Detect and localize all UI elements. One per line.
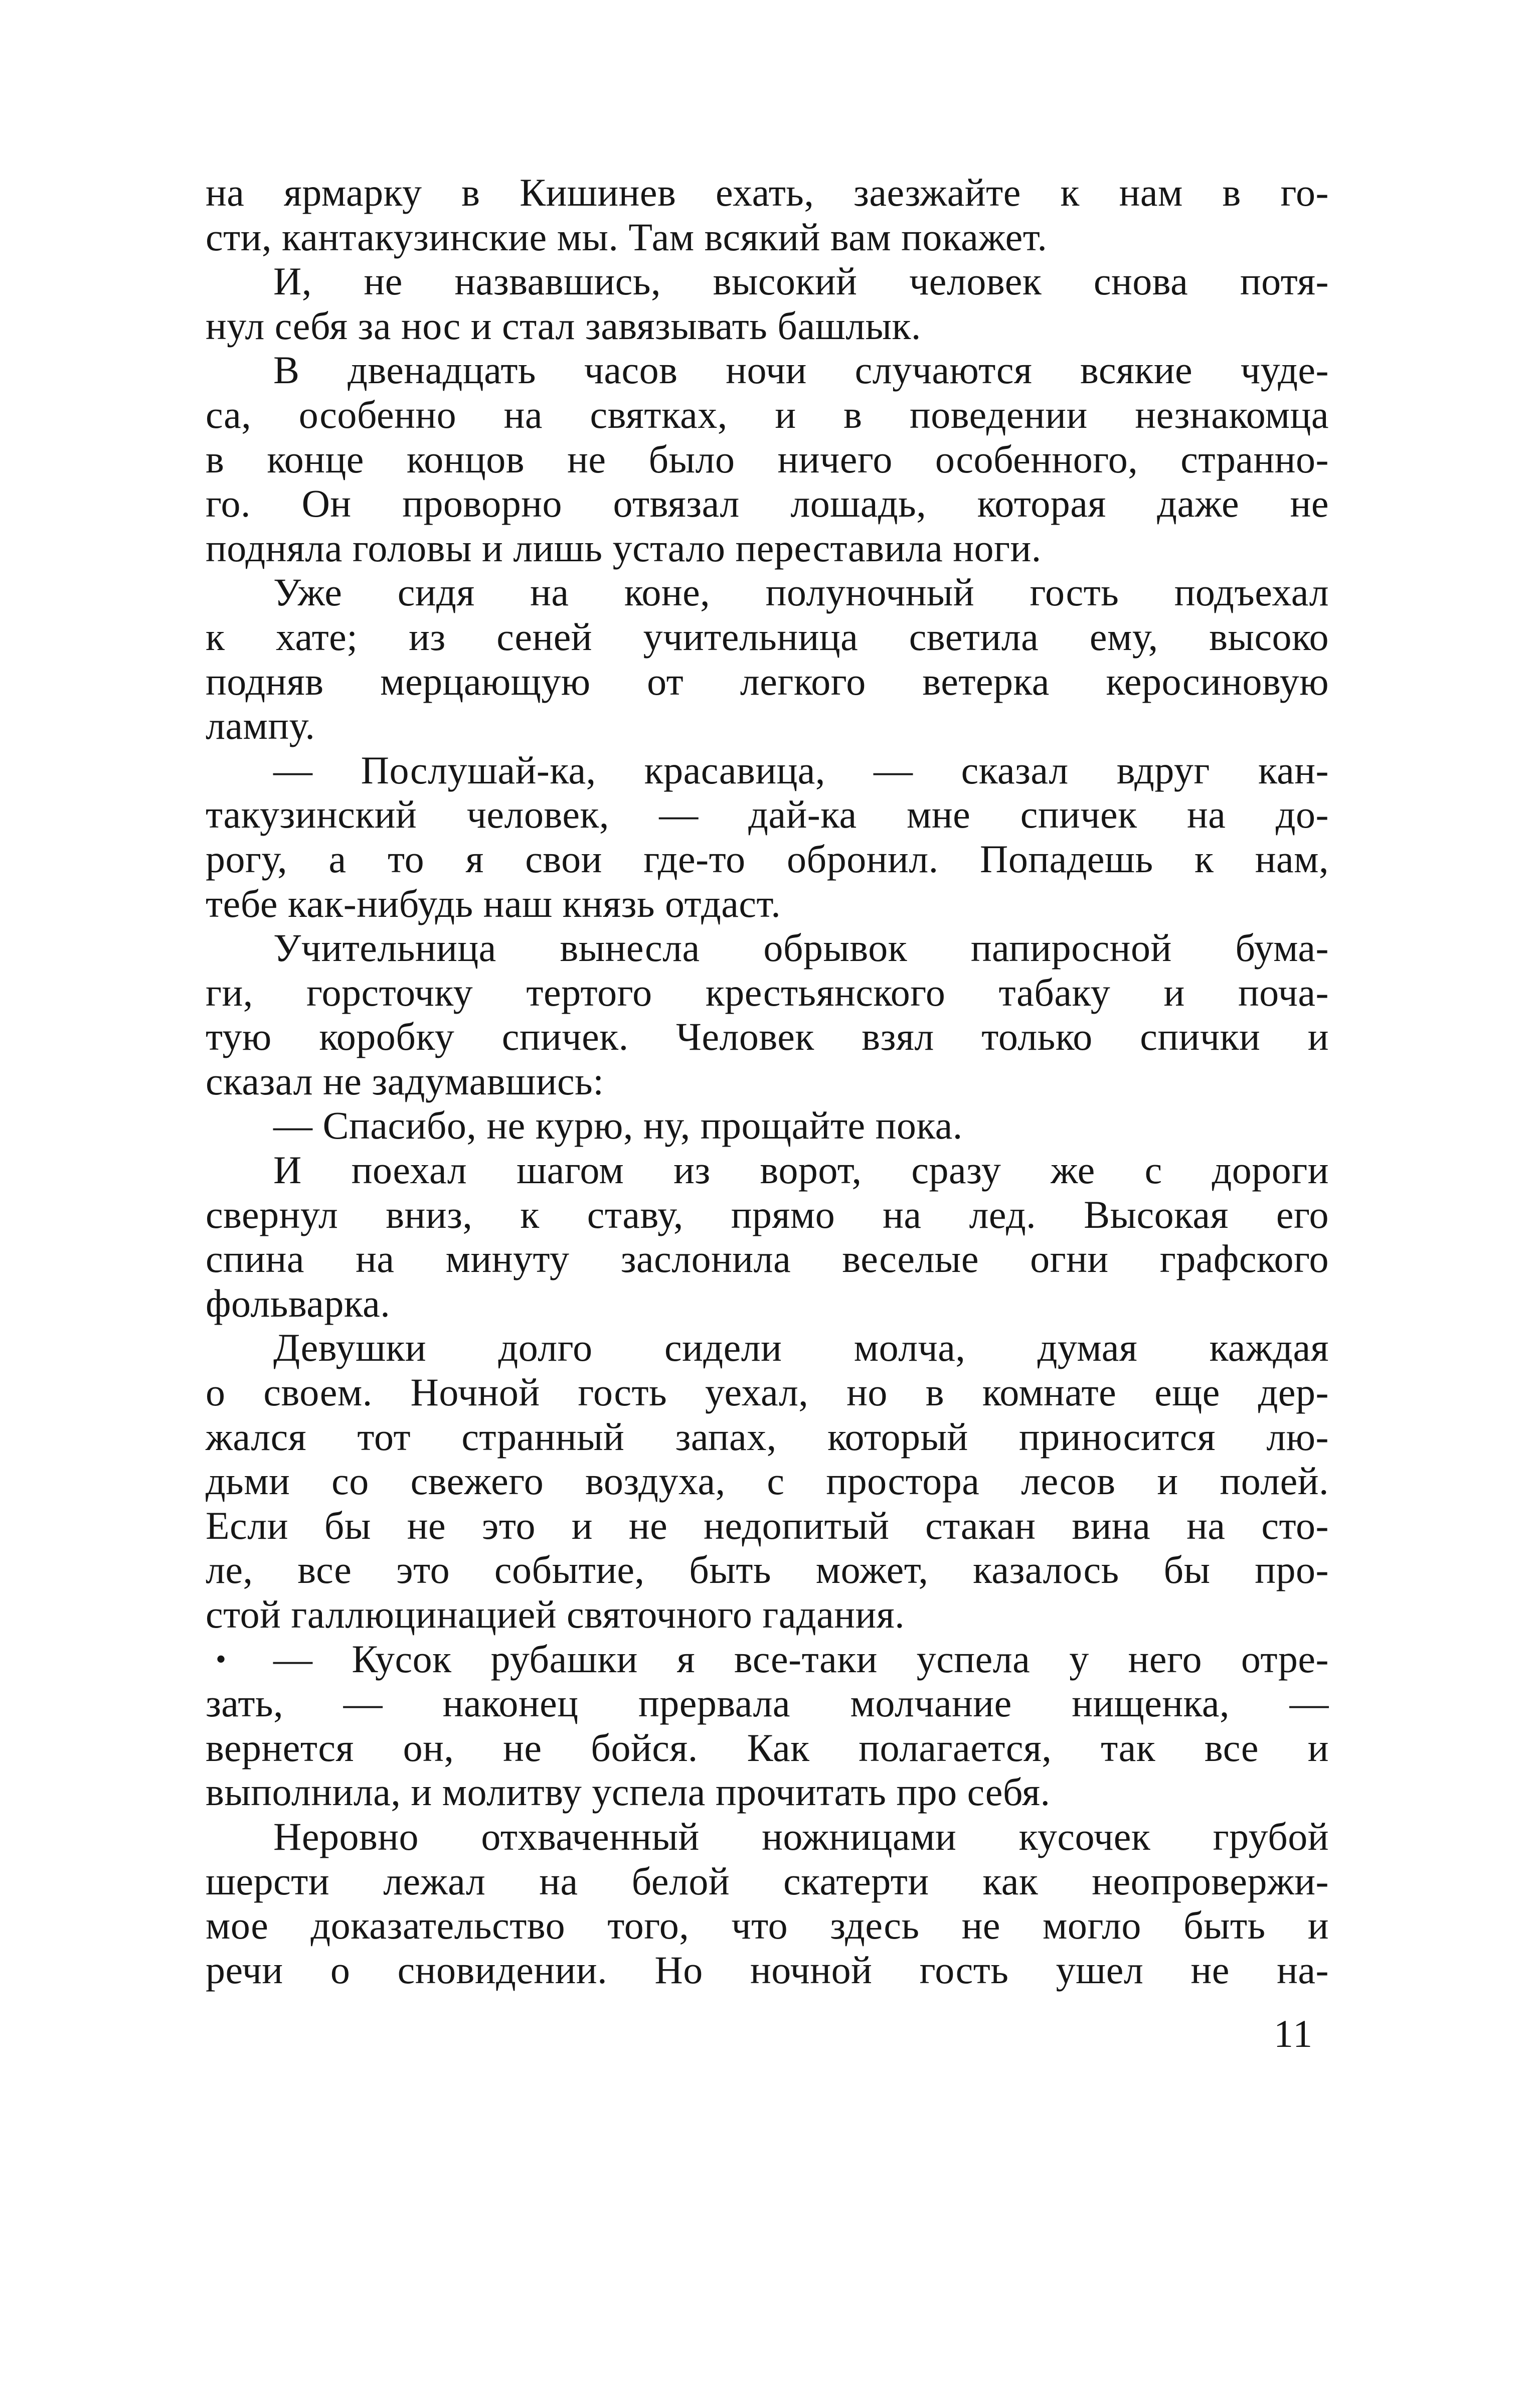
text-line [206, 837, 1329, 882]
text-line [206, 1237, 1329, 1281]
text-line [206, 1681, 1329, 1726]
text-line [206, 1504, 1329, 1548]
line-text: тебе как-нибудь наш князь отдаст. [206, 881, 781, 925]
line-text: — Кусок рубашки я все-таки успела у него отре- [273, 1637, 1329, 1681]
line-text: в конце концов не было ничего особенного, странно- [206, 437, 1329, 481]
text-line [206, 748, 1329, 793]
text-line [206, 1592, 1329, 1637]
line-text: Если бы не это и не недопитый стакан вина на сто- [206, 1503, 1329, 1547]
text-line [206, 304, 1329, 349]
line-text: спина на минуту заслонила веселые огни графского [206, 1237, 1329, 1281]
text-line [206, 1015, 1329, 1059]
line-text: ги, горсточку тертого крестьянского табаку и поча- [206, 970, 1329, 1014]
line-text: тую коробку спичек. Человек взял только спички и [206, 1015, 1329, 1059]
line-text: фольварка. [206, 1281, 391, 1325]
text-line [206, 1415, 1329, 1460]
line-text: В двенадцать часов ночи случаются всякие чуде- [273, 348, 1329, 392]
line-text: сти, кантакузинские мы. Там всякий вам покажет. [206, 215, 1048, 259]
line-text: стой галлюцинацией святочного гадания. [206, 1592, 905, 1636]
text-line [206, 615, 1329, 660]
text-line [206, 348, 1329, 393]
line-text: речи о сновидении. Но ночной гость ушел не на- [206, 1948, 1329, 1992]
text-line [206, 792, 1329, 837]
line-text: жался тот странный запах, который приносится лю- [206, 1414, 1329, 1459]
text-line [206, 1103, 1329, 1148]
line-text: рогу, а то я свои где-то обронил. Попадешь к нам, [206, 837, 1329, 881]
line-text: сказал не задумавшись: [206, 1059, 604, 1103]
line-text: мое доказательство того, что здесь не могло быть и [206, 1903, 1329, 1948]
text-line [206, 1815, 1329, 1859]
text-line [206, 1281, 1329, 1326]
text-line [206, 1859, 1329, 1904]
line-text: зать, — наконец прервала молчание нищенка, — [206, 1681, 1329, 1725]
line-text: вернется он, не бойся. Как полагается, так все и [206, 1725, 1329, 1770]
text-line [206, 393, 1329, 437]
text-line [206, 215, 1329, 260]
line-text: шерсти лежал на белой скатерти как неопровержи- [206, 1859, 1329, 1903]
text-line [206, 971, 1329, 1015]
text-line [206, 660, 1329, 704]
text-line [206, 926, 1329, 971]
line-text: выполнила, и молитву успела прочитать про себя. [206, 1770, 1051, 1814]
text-line [206, 1459, 1329, 1504]
page-number: 11 [1274, 2012, 1314, 2055]
text-line [206, 1326, 1329, 1370]
text-line [206, 1770, 1329, 1815]
text-line [206, 1059, 1329, 1104]
text-line [206, 570, 1329, 615]
line-text: лампу. [206, 704, 315, 748]
line-text: ле, все это событие, быть может, казалось бы про- [206, 1548, 1329, 1592]
line-text: подняла головы и лишь устало переставила ноги. [206, 526, 1042, 570]
text-line [206, 171, 1329, 215]
line-text: го. Он проворно отвязал лошадь, которая даже не [206, 481, 1329, 526]
text-line [206, 882, 1329, 926]
text-line [206, 526, 1329, 571]
line-text: о своем. Ночной гость уехал, но в комнате еще дер- [206, 1370, 1329, 1414]
line-text: Девушки долго сидели молча, думая каждая [273, 1326, 1329, 1370]
line-text: Учительница вынесла обрывок папиросной бума- [273, 926, 1329, 970]
text-line [206, 1637, 1329, 1682]
text-line [206, 437, 1329, 482]
body-text [206, 171, 1329, 1992]
text-line [206, 704, 1329, 748]
line-text: И поехал шагом из ворот, сразу же с дороги [273, 1148, 1329, 1192]
line-text: са, особенно на святках, и в поведении незнакомца [206, 392, 1329, 436]
line-text: — Послушай-ка, красавица, — сказал вдруг кан- [273, 748, 1329, 792]
text-line [206, 1903, 1329, 1948]
line-text: нул себя за нос и стал завязывать башлык. [206, 303, 921, 348]
line-text: такузинский человек, — дай-ка мне спичек на до- [206, 792, 1329, 837]
text-line [206, 259, 1329, 304]
text-line [206, 1726, 1329, 1771]
line-text: Неровно отхваченный ножницами кусочек грубой [273, 1814, 1329, 1858]
line-text: дьми со свежего воздуха, с простора лесов и полей. [206, 1459, 1329, 1503]
text-line [206, 481, 1329, 526]
line-text: подняв мерцающую от легкого ветерка керосиновую [206, 659, 1329, 703]
text-line [206, 1948, 1329, 1993]
line-text: к хате; из сеней учительница светила ему, высоко [206, 614, 1329, 659]
text-line [206, 1548, 1329, 1592]
text-line [206, 1193, 1329, 1237]
line-text: И, не назвавшись, высокий человек снова потя- [273, 259, 1329, 303]
line-text: на ярмарку в Кишинев ехать, заезжайте к нам в го- [206, 171, 1329, 214]
line-text: Уже сидя на коне, полуночный гость подъехал [273, 570, 1329, 614]
line-text: — Спасибо, не курю, ну, прощайте пока. [273, 1103, 963, 1148]
bullet-mark: • [216, 1642, 227, 1676]
line-text: свернул вниз, к ставу, прямо на лед. Высокая его [206, 1192, 1329, 1236]
text-line [206, 1370, 1329, 1415]
text-line [206, 1148, 1329, 1193]
